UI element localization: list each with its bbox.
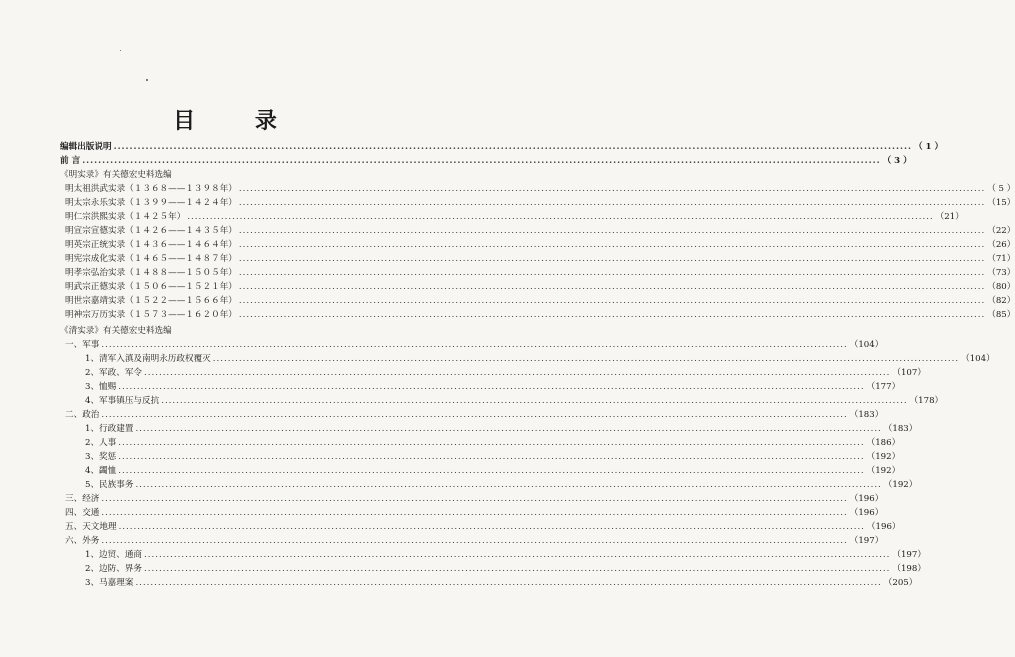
toc-entry-label: 2、军政、军令: [85, 368, 143, 378]
toc-entry-label: 明太祖洪武实录（１３６８——１３９８年）: [65, 184, 237, 194]
toc-entry: [65, 338, 884, 352]
toc-dot-leader: ........................................................................................................................................................................................................: [101, 536, 848, 546]
toc-dot-leader: ........................................................................................................................................................................................................: [118, 466, 865, 476]
toc-entry-label: 明世宗嘉靖实录（１５２２——１５６６年）: [65, 296, 237, 306]
toc-entry-label: 明神宗万历实录（１５７３——１６２０年）: [65, 310, 237, 320]
toc-dot-leader: ........................................................................................................................................................................................................: [238, 240, 986, 250]
toc-entry-label: 五、天文地理: [65, 522, 117, 532]
toc-entry-label: 4、蠲恤: [85, 466, 117, 476]
toc-entry-label: 前 言: [60, 156, 81, 166]
toc-entry: [60, 154, 912, 168]
toc-dot-leader: ........................................................................................................................................................................................................: [118, 452, 865, 462]
toc-entry: [85, 366, 926, 380]
toc-entry: [65, 182, 1015, 196]
toc-entry-label: 4、军事镇压与反抗: [85, 396, 160, 406]
scan-speck: [120, 50, 121, 51]
toc-entry-page: （192）: [883, 480, 918, 490]
toc-entry-page: （107）: [892, 368, 926, 378]
toc-dot-leader: ........................................................................................................................................................................................................: [238, 226, 986, 236]
toc-entry: [65, 238, 1015, 252]
toc-dot-leader: ........................................................................................................................................................................................................: [118, 522, 865, 532]
toc-entry-page: （ 1 ）: [913, 142, 944, 152]
toc-entry-label: 一、军事: [65, 340, 100, 350]
toc-entry-label: 3、马嘉理案: [85, 578, 134, 588]
toc-entry-label: 明孝宗弘治实录（１４８８——１５０５年）: [65, 268, 237, 278]
toc-entry: [65, 408, 884, 422]
toc-dot-leader: ........................................................................................................................................................................................................: [238, 296, 986, 306]
toc-entry-page: （196）: [849, 508, 884, 518]
toc-entry-page: （197）: [892, 550, 926, 560]
toc-entry: [85, 436, 901, 450]
toc-dot-leader: ........................................................................................................................................................................................................: [113, 142, 912, 152]
toc-entry: [85, 478, 918, 492]
toc-dot-leader: ........................................................................................................................................................................................................: [238, 184, 986, 194]
toc-entry-label: 四、交通: [65, 508, 100, 518]
toc-entry: [65, 210, 964, 224]
toc-entry-page: （177）: [866, 382, 901, 392]
toc-entry-page: （197）: [849, 536, 884, 546]
toc-dot-leader: ........................................................................................................................................................................................................: [238, 282, 986, 292]
toc-entry-page: （192）: [866, 466, 901, 476]
toc-entry-label: 明英宗正统实录（１４３６——１４６４年）: [65, 240, 237, 250]
toc-entry-label: 2、边防、界务: [85, 564, 143, 574]
page-title: 目 录: [173, 108, 303, 134]
toc-entry-page: （15）: [987, 198, 1015, 208]
toc-entry-page: （183）: [849, 410, 884, 420]
toc-entry-page: （ 3 ）: [882, 156, 912, 166]
scan-speck: [146, 79, 148, 81]
toc-dot-leader: ........................................................................................................................................................................................................: [144, 550, 891, 560]
toc-entry: [65, 506, 884, 520]
toc-dot-leader: ........................................................................................................................................................................................................: [238, 268, 986, 278]
toc-dot-leader: ........................................................................................................................................................................................................: [135, 424, 882, 434]
toc-dot-leader: ........................................................................................................................................................................................................: [101, 494, 848, 504]
toc-entry: [85, 394, 944, 408]
toc-entry-label: 3、恤赐: [85, 382, 117, 392]
toc-entry: [65, 280, 1015, 294]
toc-entry: [65, 308, 1015, 322]
toc-entry-label: 5、民族事务: [85, 480, 134, 490]
toc-dot-leader: ........................................................................................................................................................................................................: [82, 156, 881, 166]
toc-dot-leader: ........................................................................................................................................................................................................: [118, 438, 865, 448]
toc-dot-leader: ........................................................................................................................................................................................................: [212, 354, 960, 364]
toc-entry: [65, 252, 1015, 266]
toc-entry-label: 《明实录》有关德宏史料选编: [60, 170, 172, 180]
toc-entry: [60, 168, 405, 182]
toc-entry-page: （ 5 ）: [987, 184, 1015, 194]
toc-entry-page: （178）: [909, 396, 944, 406]
toc-entry-label: 明武宗正德实录（１５０６——１５２１年）: [65, 282, 237, 292]
toc-entry: [60, 324, 405, 338]
toc-entry-page: （82）: [987, 296, 1015, 306]
toc-entry: [65, 224, 1015, 238]
toc-entry-label: 1、边贸、通商: [85, 550, 143, 560]
toc-entry-label: 明仁宗洪熙实录（１４２５年）: [65, 212, 186, 222]
toc-entry-label: 3、奖惩: [85, 452, 117, 462]
toc-entry-label: 1、行政建置: [85, 424, 134, 434]
toc-entry-page: （71）: [987, 254, 1015, 264]
toc-dot-leader: ........................................................................................................................................................................................................: [187, 212, 934, 222]
toc-entry: [85, 548, 926, 562]
toc-entry: [65, 294, 1015, 308]
toc-entry-label: 二、政治: [65, 410, 100, 420]
toc-entry: [85, 576, 918, 590]
toc-dot-leader: ........................................................................................................................................................................................................: [161, 396, 908, 406]
toc-entry-page: （198）: [892, 564, 926, 574]
toc-entry-page: （205）: [883, 578, 918, 588]
toc-entry: [65, 534, 884, 548]
toc-entry-label: 编辑出版说明: [60, 142, 112, 152]
toc-entry: [65, 266, 1015, 280]
toc-dot-leader: ........................................................................................................................................................................................................: [101, 410, 848, 420]
toc-dot-leader: ........................................................................................................................................................................................................: [118, 382, 865, 392]
toc-entry: [85, 380, 901, 394]
toc-dot-leader: ........................................................................................................................................................................................................: [144, 368, 891, 378]
toc-entry: [85, 352, 995, 366]
toc-entry: [85, 450, 901, 464]
toc-entry: [85, 422, 918, 436]
toc-entry-label: 六、外务: [65, 536, 100, 546]
toc-entry-label: 1、清军入滇及南明永历政权覆灭: [85, 354, 211, 364]
toc-entry: [85, 464, 901, 478]
toc-entry-page: （104）: [849, 340, 884, 350]
toc-entry: [60, 140, 944, 154]
toc-dot-leader: ........................................................................................................................................................................................................: [238, 310, 986, 320]
toc-entry-page: （186）: [866, 438, 901, 448]
toc-entry-label: 明宣宗宣德实录（１４２６——１４３５年）: [65, 226, 237, 236]
toc-dot-leader: ........................................................................................................................................................................................................: [101, 508, 848, 518]
toc-entry-page: （26）: [987, 240, 1015, 250]
toc-dot-leader: ........................................................................................................................................................................................................: [144, 564, 891, 574]
toc-entry-page: （104）: [961, 354, 995, 364]
toc-entry-label: 明宪宗成化实录（１４６５——１４８７年）: [65, 254, 237, 264]
toc-entry-page: （22）: [987, 226, 1015, 236]
toc-entry-page: （183）: [883, 424, 918, 434]
toc-entry-page: （192）: [866, 452, 901, 462]
toc-entry-page: （85）: [987, 310, 1015, 320]
toc-dot-leader: ........................................................................................................................................................................................................: [135, 480, 882, 490]
toc-entry: [65, 196, 1015, 210]
toc-dot-leader: ........................................................................................................................................................................................................: [238, 198, 986, 208]
toc-entry-page: （73）: [987, 268, 1015, 278]
toc-entry-label: 《清实录》有关德宏史料选编: [60, 326, 172, 336]
toc-entry-page: （21）: [935, 212, 964, 222]
toc-entry-page: （196）: [866, 522, 901, 532]
toc-dot-leader: ........................................................................................................................................................................................................: [238, 254, 986, 264]
toc-entry-label: 2、人事: [85, 438, 117, 448]
toc-entry-label: 明太宗永乐实录（１３９９——１４２４年）: [65, 198, 237, 208]
toc-entry-label: 三、经济: [65, 494, 100, 504]
toc-dot-leader: ........................................................................................................................................................................................................: [101, 340, 848, 350]
toc-entry: [65, 492, 884, 506]
toc-entry-page: （196）: [849, 494, 884, 504]
toc-entry: [65, 520, 901, 534]
toc-dot-leader: ........................................................................................................................................................................................................: [135, 578, 882, 588]
toc-entry: [85, 562, 926, 576]
toc-entry-page: （80）: [987, 282, 1015, 292]
